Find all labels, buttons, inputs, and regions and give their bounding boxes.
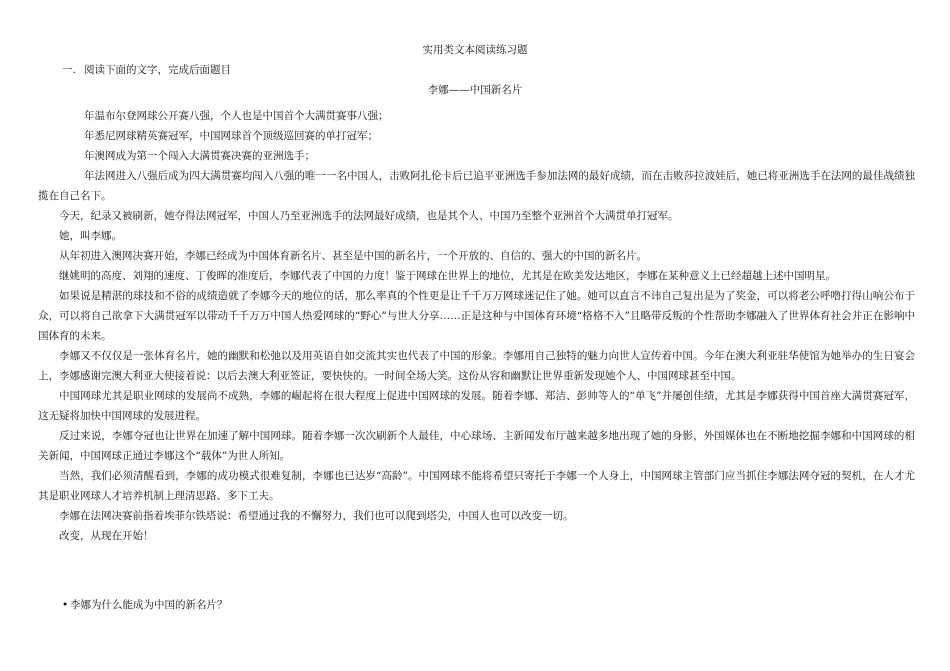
article-title: 李娜——中国新名片	[427, 84, 523, 96]
paragraph: 继姚明的高度、刘翔的速度、丁俊晖的准度后，李娜代表了中国的力度！鉴于网球在世界上的地位，尤其是在欧美发达地区，李娜在某种意义上已经超越上述中国明星。	[59, 270, 836, 282]
paragraph: 反过来说，李娜夺冠也让世界在加速了解中国网球。随着李娜一次次刷新个人最佳，中心球场、主新闻发布厅越来越多地出现了她的身影，外国媒体也在不断地挖掘李娜和中国网球的相关新闻，中国网球正通过李娜这个“载体”为世人所知。	[38, 430, 915, 462]
paragraph: 年法网进入八强后成为四大满贯赛均闯入八强的唯一一名中国人，击败阿扎伦卡后已追平亚洲选手参加法网的最好成绩，而在击败莎拉波娃后，她已将亚洲选手在法网的最佳战绩独揽在自己名下。	[38, 170, 915, 202]
article-body	[38, 106, 915, 546]
paragraph: 年悉尼网球精英赛冠军，中国网球首个顶级巡回赛的单打冠军；	[84, 130, 378, 142]
bullet-icon: •	[62, 599, 69, 611]
paragraph: 从年初进入澳网决赛开始，李娜已经成为中国体育新名片、甚至是中国的新名片，一个开放的、自信的、强大的中国的新名片。	[59, 250, 647, 262]
paragraph: 年澳网成为第一个闯入大满贯赛决赛的亚洲选手；	[84, 150, 315, 162]
paragraph: 如果说是精湛的球技和不俗的成绩造就了李娜今天的地位的话，那么率真的个性更是让千千万万网球迷记住了她。她可以直言不讳自己复出是为了奖金，可以将老公呼噜打得山响公布于众，可以将自己欲拿下大满贯冠军以带动千千万万中国人热爱网球的“野心”与世人分享……正是这种与中国体育环境“格格不入”且略带反叛的个性帮助李娜融入了世界体育社会并正在影响中国体育的未来。	[38, 290, 915, 342]
paragraph: 年温布尔登网球公开赛八强，个人也是中国首个大满贯赛事八强；	[84, 110, 389, 122]
question-text: 李娜为什么能成为中国的新名片？	[70, 599, 228, 611]
paragraph: 今天，纪录又被刷新，她夺得法网冠军，中国人乃至亚洲选手的法网最好成绩，也是其个人、中国乃至整个亚洲首个大满贯单打冠军。	[59, 210, 679, 222]
section-instruction: 阅读下面的文字，完成后面题目	[84, 64, 231, 76]
paragraph: 当然，我们必须清醒看到，李娜的成功模式很难复制，李娜也已达岁“高龄”。中国网球不能将希望只寄托于李娜一个人身上，中国网球主管部门应当抓住李娜法网夺冠的契机，在人才尤其是职业网球人才培养机制上理清思路、多下工夫。	[38, 470, 915, 502]
paragraph: 李娜在法网决赛前指着埃菲尔铁塔说：希望通过我的不懈努力，我们也可以爬到塔尖，中国人也可以改变一切。	[59, 510, 574, 522]
question-item	[62, 598, 228, 612]
paragraph: 改变，从现在开始！	[59, 530, 154, 542]
section-number: 一.	[62, 64, 76, 76]
paragraph: 李娜又不仅仅是一张体育名片，她的幽默和松弛以及用英语自如交流其实也代表了中国的形象。李娜用自己独特的魅力向世人宣传着中国。今年在澳大利亚驻华使馆为她举办的生日宴会上，李娜感谢完澳大利亚大使接着说：以后去澳大利亚签证，要快快的。一时间全场大笑。这份从容和幽默让世界重新发现她个人、中国网球甚至中国。	[38, 350, 915, 382]
section-heading	[62, 63, 231, 77]
paragraph: 中国网球尤其是职业网球的发展尚不成熟，李娜的崛起将在很大程度上促进中国网球的发展。随着李娜、郑洁、彭帅等人的“单飞”并屡创佳绩，尤其是李娜获得中国首座大满贯赛冠军，这无疑将加快中国网球的发展进程。	[38, 390, 915, 422]
document-title: 实用类文本阅读练习题	[422, 44, 528, 56]
paragraph: 她，叫李娜。	[59, 230, 122, 242]
